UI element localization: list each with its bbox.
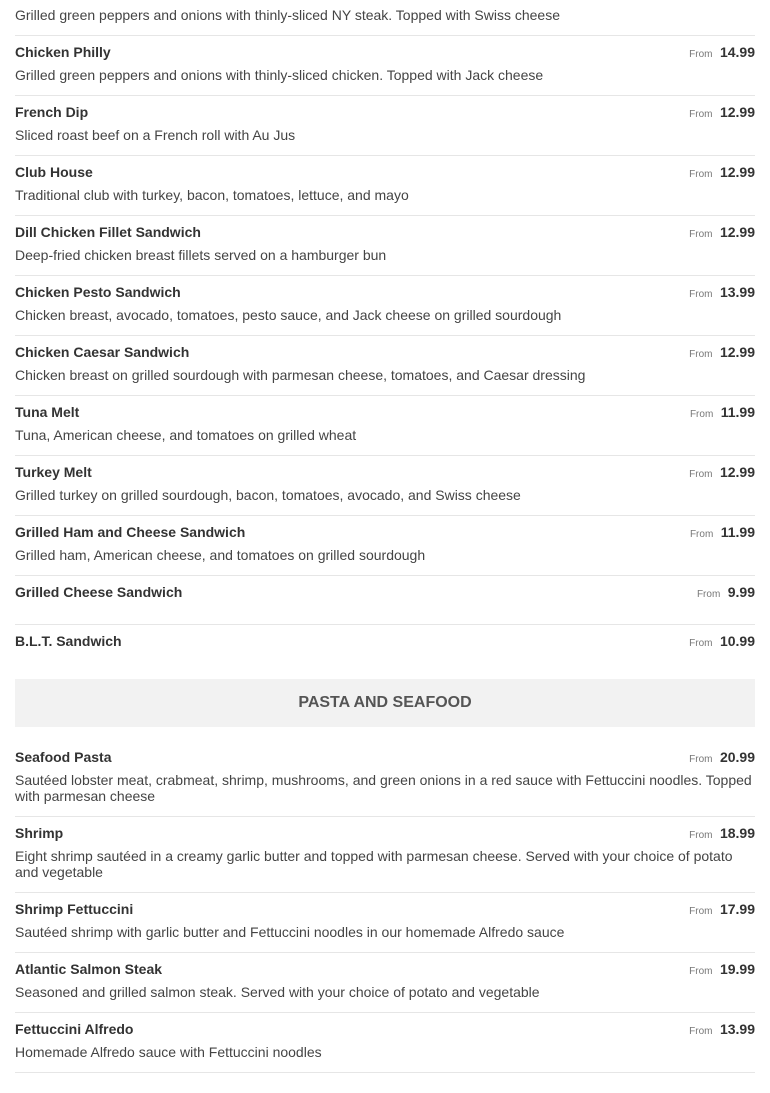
- menu-item-name: Club House: [15, 164, 93, 180]
- menu-item-price-group: [690, 524, 755, 542]
- from-label: From: [689, 229, 713, 240]
- menu-item-name: Dill Chicken Fillet Sandwich: [15, 224, 201, 240]
- menu-item-price-group: [689, 44, 755, 62]
- menu-item[interactable]: [15, 893, 755, 953]
- menu-item-price: 11.99: [720, 524, 755, 540]
- menu-item-price-group: [689, 464, 755, 482]
- menu-item-price-group: [689, 164, 755, 182]
- menu-item-header: [15, 961, 755, 983]
- menu-item-name: Chicken Philly: [15, 44, 111, 60]
- menu-item-name: B.L.T. Sandwich: [15, 633, 122, 649]
- menu-item-price-group: [689, 344, 755, 362]
- menu-item[interactable]: [15, 156, 755, 216]
- menu-item-description: Deep-fried chicken breast fillets served on a hamburger bun: [15, 247, 387, 263]
- menu-item[interactable]: [15, 336, 755, 396]
- from-label: From: [689, 469, 713, 480]
- menu-item-header: [15, 749, 755, 771]
- menu-item-header: [15, 633, 755, 655]
- menu-item-price-group: [689, 825, 755, 843]
- menu-item-name: Chicken Pesto Sandwich: [15, 284, 181, 300]
- menu-item[interactable]: [15, 817, 755, 893]
- from-label: From: [689, 830, 713, 841]
- menu-item-name: Turkey Melt: [15, 464, 92, 480]
- menu-item[interactable]: [15, 576, 755, 625]
- pasta-section: [15, 741, 755, 1073]
- menu-item-price: 20.99: [719, 749, 755, 765]
- menu-item[interactable]: [15, 1013, 755, 1073]
- menu-item-description: Sautéed lobster meat, crabmeat, shrimp, mushrooms, and green onions in a red sauce with Fettuccini noodles. Topped with parmesan cheese: [15, 772, 752, 804]
- menu-item-price-group: [689, 224, 755, 242]
- menu-item-name: Seafood Pasta: [15, 749, 112, 765]
- menu-item-name: Shrimp: [15, 825, 64, 841]
- menu-item-name: Atlantic Salmon Steak: [15, 961, 163, 977]
- menu-item-price: 10.99: [719, 633, 755, 649]
- from-label: From: [689, 966, 713, 977]
- section-header-pasta-and-seafood: PASTA AND SEAFOOD: [15, 679, 755, 727]
- menu-item[interactable]: [15, 36, 755, 96]
- menu-item-price: 12.99: [719, 464, 755, 480]
- menu-item-name: Shrimp Fettuccini: [15, 901, 134, 917]
- menu-item-price-group: [689, 1021, 755, 1039]
- menu-item-description: Eight shrimp sautéed in a creamy garlic butter and topped with parmesan cheese. Served with your choice of potato and vegetable: [15, 848, 733, 880]
- menu-item-price-group: [697, 584, 755, 602]
- menu-item-header: [15, 164, 755, 186]
- menu-item-price: 18.99: [719, 825, 755, 841]
- from-label: From: [689, 49, 713, 60]
- menu-item[interactable]: [15, 516, 755, 576]
- menu-item-name: Fettuccini Alfredo: [15, 1021, 134, 1037]
- menu-list: [15, 0, 755, 1073]
- menu-item[interactable]: [15, 0, 755, 36]
- menu-item-price: 9.99: [727, 584, 755, 600]
- menu-item-header: [15, 825, 755, 847]
- menu-item-price-group: [689, 0, 755, 2]
- menu-item-price-group: [689, 749, 755, 767]
- menu-item-header: [15, 1021, 755, 1043]
- menu-item[interactable]: [15, 276, 755, 336]
- menu-item-header: [15, 224, 755, 246]
- from-label: From: [689, 349, 713, 360]
- menu-item-header: [15, 0, 755, 6]
- menu-item[interactable]: [15, 96, 755, 156]
- menu-item-name: Chicken Caesar Sandwich: [15, 344, 190, 360]
- menu-item[interactable]: [15, 953, 755, 1013]
- menu-item-description: Chicken breast on grilled sourdough with parmesan cheese, tomatoes, and Caesar dressing: [15, 367, 586, 383]
- menu-item-price-group: [689, 633, 755, 651]
- menu-item-price-group: [689, 104, 755, 122]
- from-label: From: [689, 109, 713, 120]
- menu-item-price: 13.99: [719, 284, 755, 300]
- menu-item-description: Traditional club with turkey, bacon, tomatoes, lettuce, and mayo: [15, 187, 409, 203]
- menu-item-price-group: [689, 961, 755, 979]
- menu-item-name: French Dip: [15, 104, 89, 120]
- menu-item-price-group: [689, 901, 755, 919]
- menu-item-description: Grilled ham, American cheese, and tomatoes on grilled sourdough: [15, 547, 426, 563]
- menu-item-header: [15, 284, 755, 306]
- menu-item-name: Grilled Cheese Sandwich: [15, 584, 183, 600]
- from-label: From: [689, 169, 713, 180]
- menu-item-price: 12.99: [719, 164, 755, 180]
- from-label: From: [689, 754, 713, 765]
- menu-item-header: [15, 404, 755, 426]
- from-label: From: [689, 289, 713, 300]
- menu-item-price: 12.99: [719, 224, 755, 240]
- menu-item-header: [15, 344, 755, 366]
- menu-item[interactable]: [15, 456, 755, 516]
- menu-item-description: Chicken breast, avocado, tomatoes, pesto sauce, and Jack cheese on grilled sourdough: [15, 307, 562, 323]
- menu-item[interactable]: [15, 741, 755, 817]
- menu-item[interactable]: [15, 216, 755, 276]
- menu-item-header: [15, 524, 755, 546]
- from-label: From: [689, 1026, 713, 1037]
- menu-item-name: Grilled Ham and Cheese Sandwich: [15, 524, 246, 540]
- from-label: From: [689, 529, 714, 540]
- menu-item-header: [15, 901, 755, 923]
- menu-item-price: 17.99: [719, 901, 755, 917]
- from-label: From: [689, 409, 714, 420]
- menu-item-description: Tuna, American cheese, and tomatoes on grilled wheat: [15, 427, 357, 443]
- menu-item-price-group: [689, 284, 755, 302]
- menu-item-header: [15, 464, 755, 486]
- menu-item-price: 13.99: [719, 1021, 755, 1037]
- menu-item-price-group: [690, 404, 755, 422]
- from-label: From: [689, 906, 713, 917]
- menu-item-description: Sliced roast beef on a French roll with Au Jus: [15, 127, 296, 143]
- menu-item-header: [15, 584, 755, 606]
- from-label: From: [696, 589, 721, 600]
- menu-item-name: Tuna Melt: [15, 404, 80, 420]
- menu-item-price: 12.99: [719, 104, 755, 120]
- menu-item-description: Seasoned and grilled salmon steak. Served with your choice of potato and vegetable: [15, 984, 540, 1000]
- menu-item-description: Sautéed shrimp with garlic butter and Fettuccini noodles in our homemade Alfredo sauce: [15, 924, 565, 940]
- menu-item-header: [15, 104, 755, 126]
- menu-item-description: Grilled green peppers and onions with thinly-sliced chicken. Topped with Jack cheese: [15, 67, 544, 83]
- menu-item[interactable]: [15, 396, 755, 456]
- menu-item-price: 12.99: [719, 344, 755, 360]
- menu-item-header: [15, 44, 755, 66]
- menu-item-description: Grilled turkey on grilled sourdough, bacon, tomatoes, avocado, and Swiss cheese: [15, 487, 521, 503]
- menu-item-price: 19.99: [719, 961, 755, 977]
- sandwich-section: [15, 0, 755, 673]
- menu-item-price: 14.99: [719, 44, 755, 60]
- menu-item-price: 11.99: [720, 404, 755, 420]
- menu-item-description: Homemade Alfredo sauce with Fettuccini noodles: [15, 1044, 322, 1060]
- menu-item-description: Grilled green peppers and onions with thinly-sliced NY steak. Topped with Swiss cheese: [15, 7, 561, 23]
- from-label: From: [689, 638, 713, 649]
- menu-item[interactable]: [15, 625, 755, 673]
